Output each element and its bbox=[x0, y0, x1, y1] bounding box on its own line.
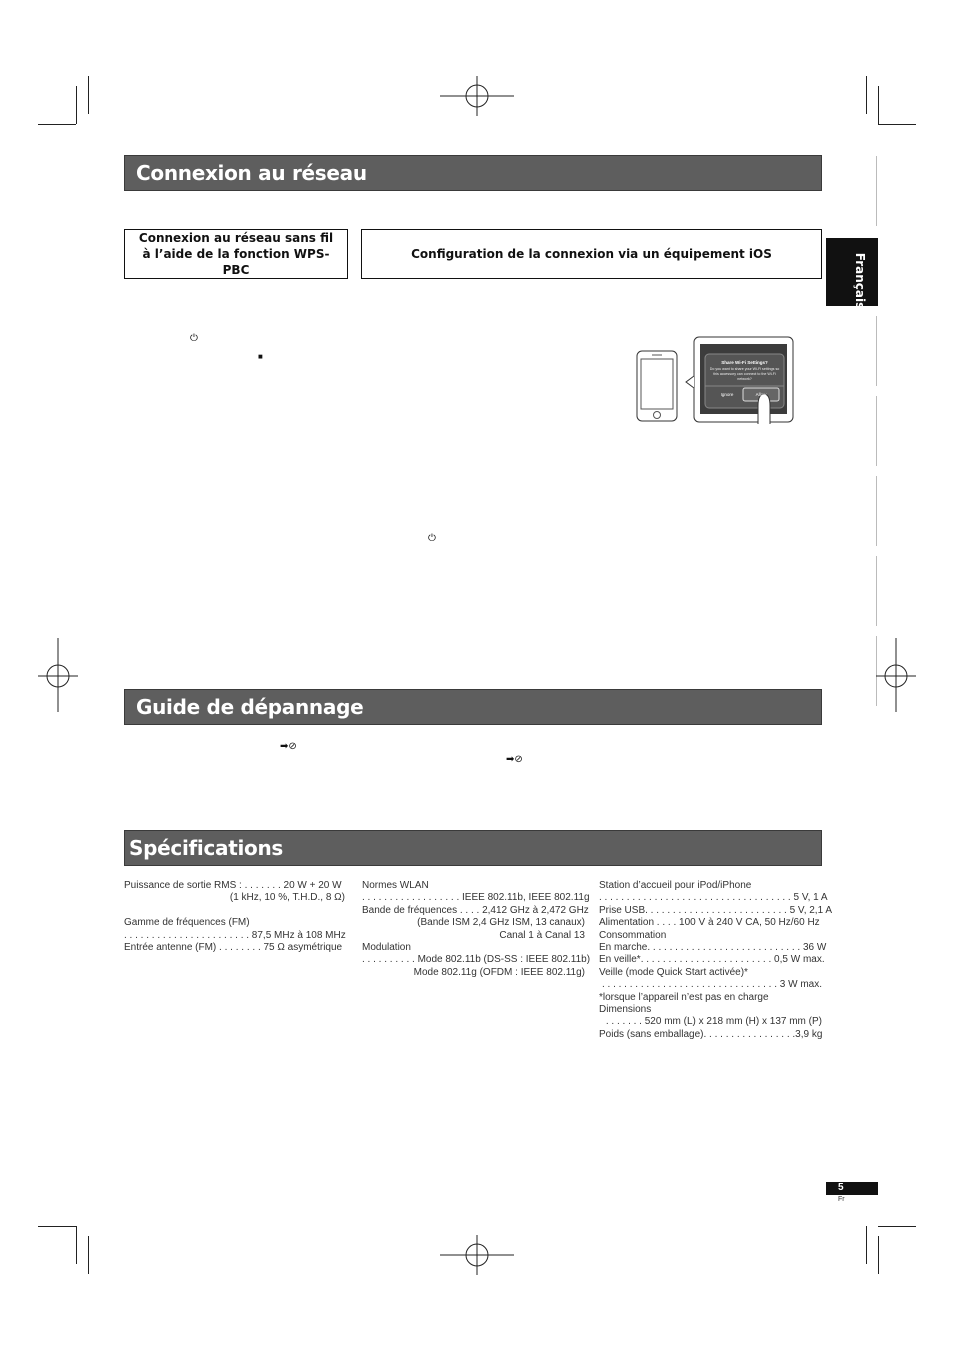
power-icon: ⏻ bbox=[428, 533, 436, 544]
spec-line: En veille*. . . . . . . . . . . . . . . . . . . . . . . . 0,5 W max. bbox=[599, 954, 825, 966]
spec-line: . . . . . . . . . . Mode 802.11b (DS-SS : IEEE 802.11b) bbox=[362, 954, 591, 966]
subheading-wps: Connexion au réseau sans fil à l’aide de la fonction WPS-PBC bbox=[124, 229, 348, 279]
spec-line: En marche. . . . . . . . . . . . . . . . . . . . . . . . . . . . 36 W bbox=[599, 942, 827, 954]
spec-line: . . . . . . . . . . . . . . . . . . IEEE 802.11b, IEEE 802.11g bbox=[362, 892, 590, 904]
spec-line: Prise USB. . . . . . . . . . . . . . . . . . . . . . . . . . 5 V, 2,1 A bbox=[599, 904, 833, 916]
spec-line: . . . . . . . 520 mm (L) x 218 mm (H) x 137 mm (P) bbox=[605, 1016, 822, 1028]
power-icon: ⏻ bbox=[190, 333, 198, 344]
spec-line: (1 kHz, 10 %, T.H.D., 8 Ω) bbox=[229, 892, 345, 904]
spec-line: Modulation bbox=[362, 942, 411, 954]
spec-line bbox=[124, 905, 345, 917]
page-number-badge bbox=[826, 1182, 878, 1195]
section-header-specifications bbox=[124, 830, 822, 866]
spec-line: Poids (sans emballage). . . . . . . . . . . . . . . . .3,9 kg bbox=[599, 1028, 823, 1040]
stop-icon: ■ bbox=[258, 352, 263, 361]
section-title: Guide de dépannage bbox=[136, 695, 364, 719]
section-title: Spécifications bbox=[129, 836, 284, 860]
page-language-code: Fr bbox=[838, 1196, 845, 1203]
dialog-title: Share Wi-Fi Settings? bbox=[721, 360, 768, 365]
section-header-network bbox=[124, 155, 822, 191]
spec-line: Normes WLAN bbox=[362, 880, 429, 891]
spec-line: Mode 802.11g (OFDM : IEEE 802.11g) bbox=[413, 966, 585, 978]
allow-button[interactable]: Allow bbox=[755, 392, 767, 397]
language-label: Français bbox=[853, 252, 867, 310]
specs-column-2 bbox=[362, 880, 591, 979]
spec-line: Dimensions bbox=[599, 1004, 652, 1016]
spec-line: (Bande ISM 2,4 GHz ISM, 13 canaux) bbox=[417, 917, 585, 929]
page-number: 5 bbox=[838, 1182, 844, 1193]
spec-line: . . . . . . . . . . . . . . . . . . . . . . . . . . . . . . . . 3 W max. bbox=[601, 979, 822, 991]
language-tab bbox=[826, 238, 878, 310]
ios-illustration bbox=[636, 336, 796, 424]
ignore-button[interactable]: Ignore bbox=[720, 392, 734, 397]
section-header-troubleshooting bbox=[124, 689, 822, 725]
spec-line: Consommation bbox=[599, 929, 667, 941]
dialog-message: Do you want to share your Wi-Fi settings so this accessory can connect to the Wi-Fi network? bbox=[709, 367, 780, 381]
spec-line: Bande de fréquences . . . . 2,412 GHz à 2,472 GHz bbox=[362, 904, 589, 916]
reference-icon: ➡⊘ bbox=[280, 741, 297, 752]
spec-line: . . . . . . . . . . . . . . . . . . . . . . . 87,5 MHz à 108 MHz bbox=[124, 929, 346, 941]
spec-line: Station d’accueil pour iPod/iPhone bbox=[599, 880, 752, 891]
specs-column-3 bbox=[599, 880, 833, 1041]
reference-icon: ➡⊘ bbox=[506, 754, 523, 765]
spec-line: Entrée antenne (FM) . . . . . . . . 75 Ω asymétrique bbox=[124, 942, 343, 954]
spec-line: . . . . . . . . . . . . . . . . . . . . . . . . . . . . . . . . . . . 5 V, 1 A bbox=[599, 892, 828, 904]
spec-line: Gamme de fréquences (FM) bbox=[124, 917, 250, 929]
subheading-ios: Configuration de la connexion via un équipement iOS bbox=[361, 229, 822, 279]
specs-column-1 bbox=[124, 880, 345, 954]
spec-line: Veille (mode Quick Start activée)* bbox=[599, 966, 748, 978]
spec-line: Puissance de sortie RMS : . . . . . . . 20 W + 20 W bbox=[124, 880, 342, 891]
spec-line: *lorsque l’appareil n’est pas en charge bbox=[599, 991, 769, 1003]
spec-line: Canal 1 à Canal 13 bbox=[499, 929, 585, 941]
section-title: Connexion au réseau bbox=[136, 161, 367, 185]
spec-line: Alimentation . . . . 100 V à 240 V CA, 50 Hz/60 Hz bbox=[599, 917, 820, 929]
